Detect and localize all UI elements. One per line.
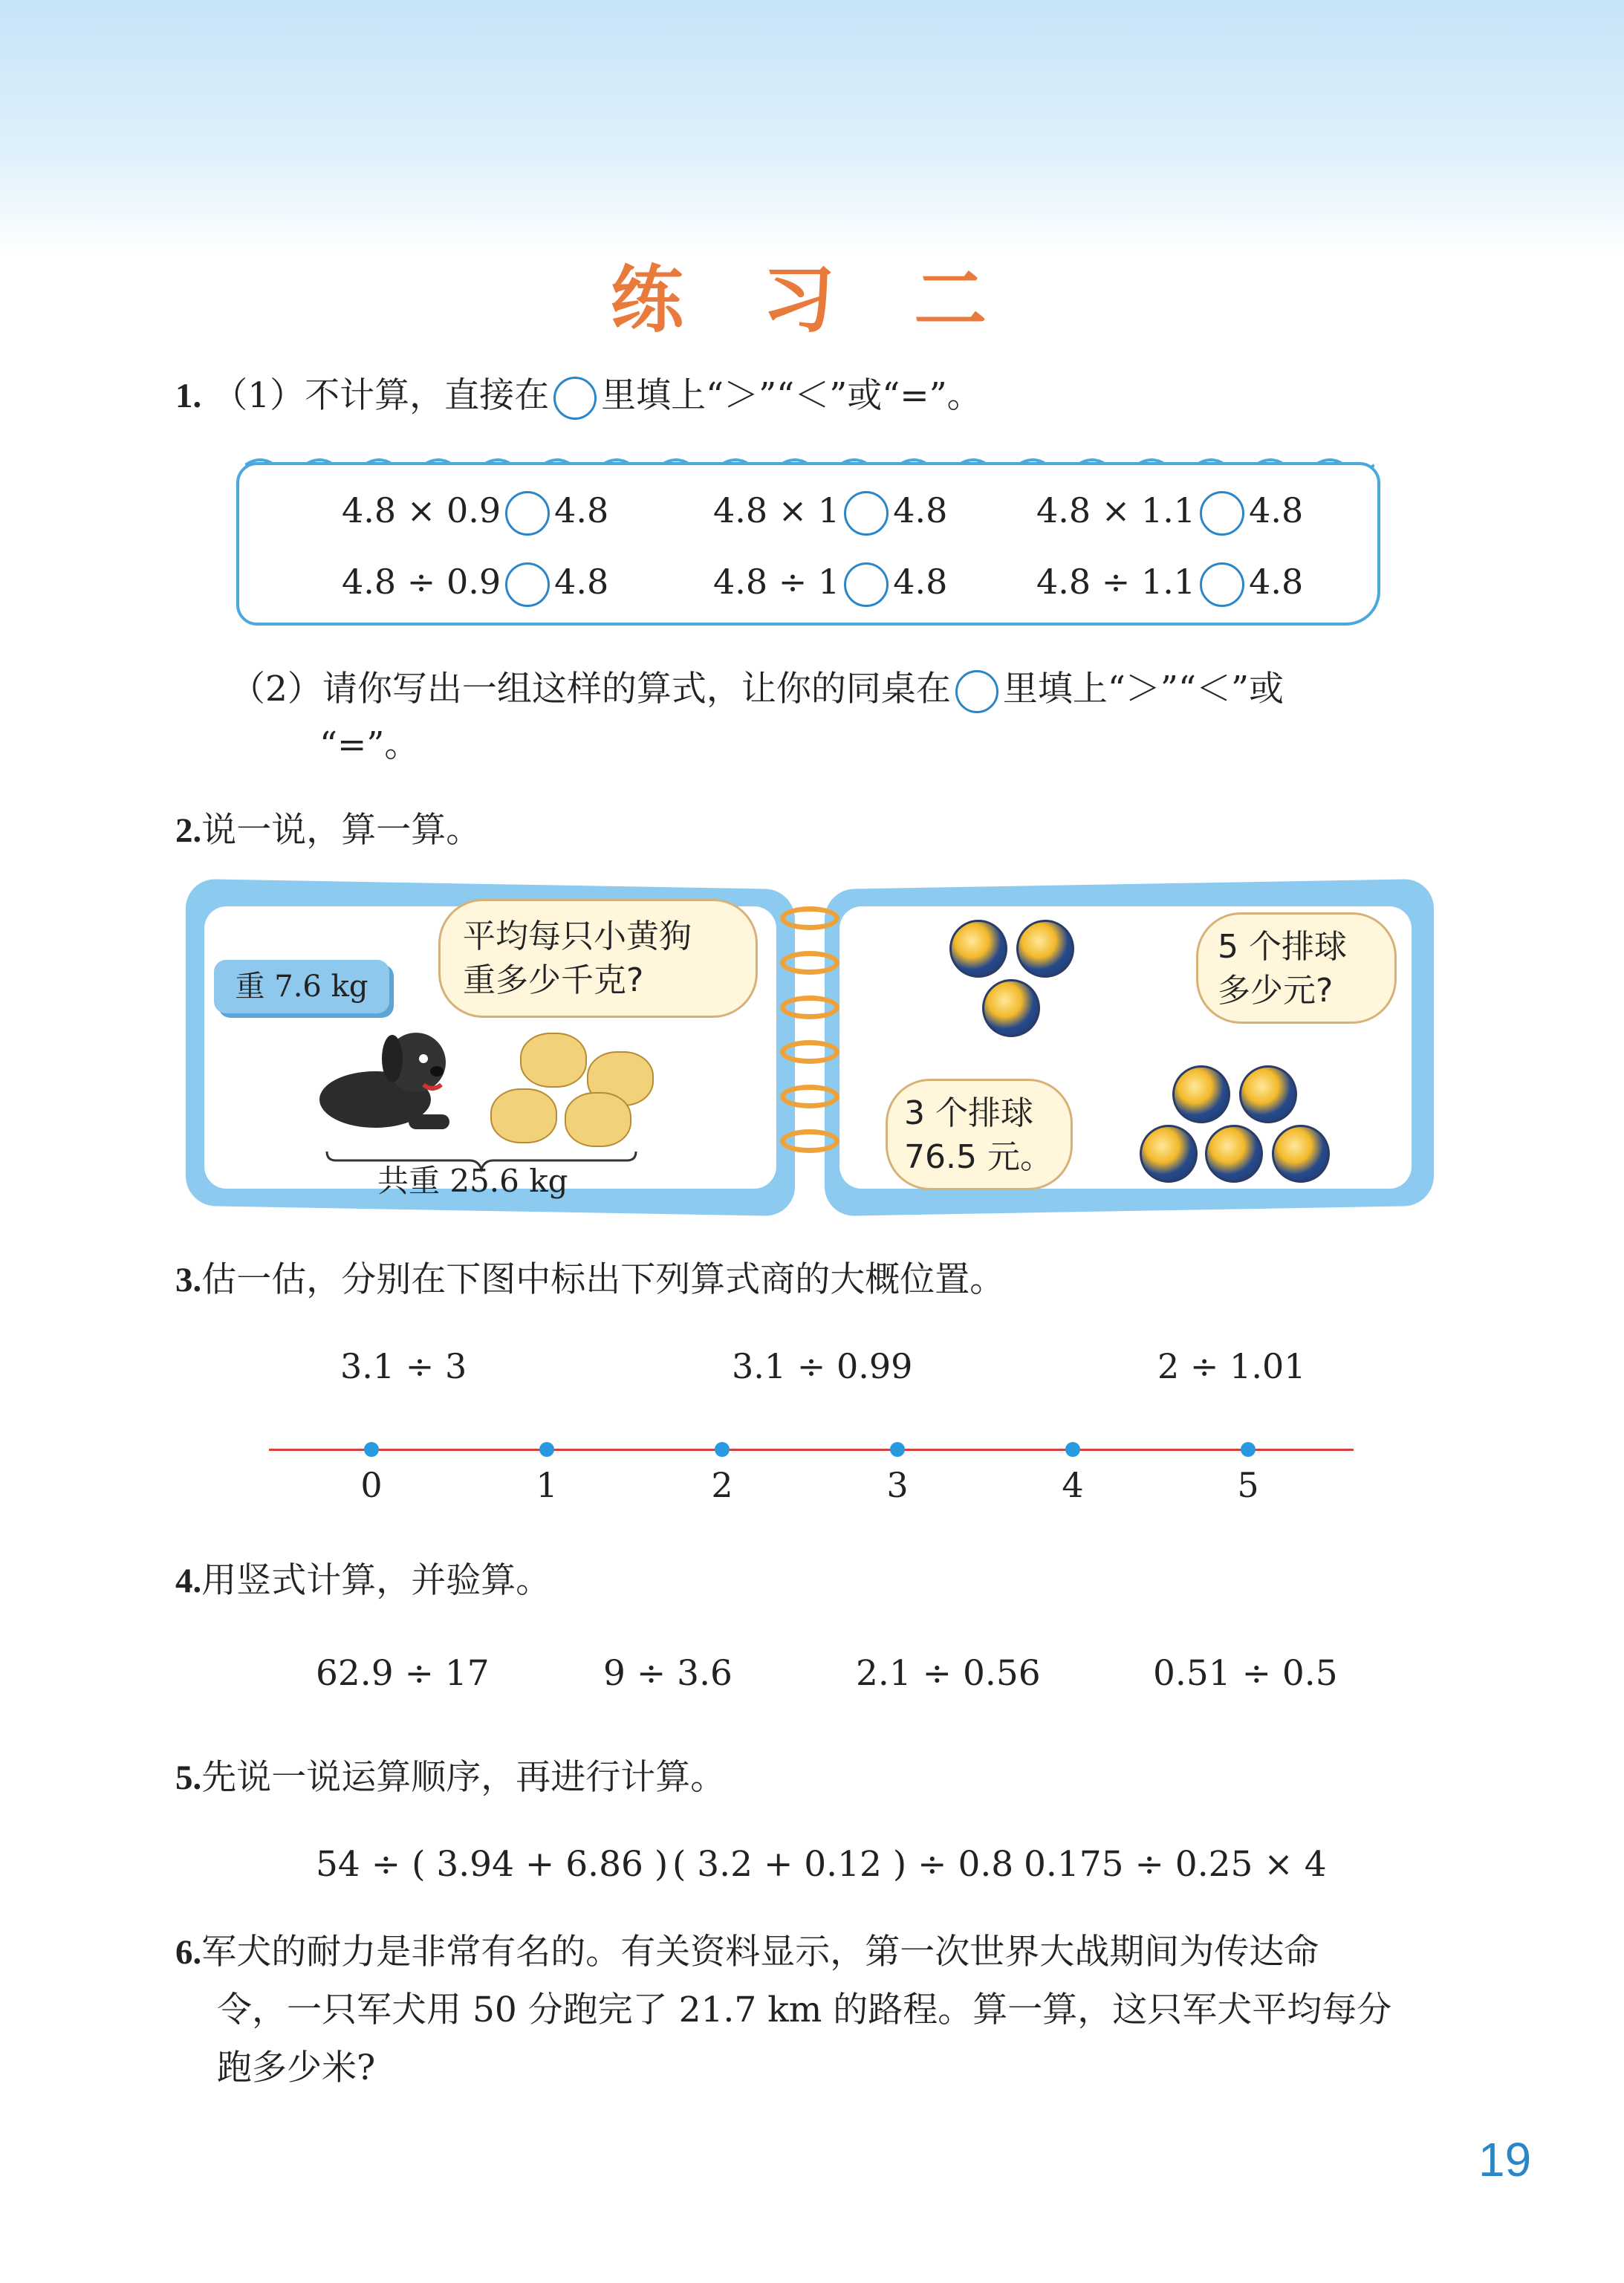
answer-circle[interactable] xyxy=(844,562,889,607)
black-dog-icon xyxy=(305,1025,453,1137)
volleyball-icon xyxy=(1272,1125,1330,1183)
yellow-puppy-icon xyxy=(490,1088,557,1143)
number-line-point xyxy=(1241,1442,1256,1457)
question-number: 4. xyxy=(175,1562,202,1600)
right-value: 4.8 xyxy=(893,490,948,530)
question-5 xyxy=(175,1757,725,1799)
comparison-item xyxy=(342,490,608,536)
thought-bubble-price: 3 个排球 76.5 元。 xyxy=(886,1079,1073,1190)
question-number: 3. xyxy=(175,1261,202,1299)
binder-ring-icon xyxy=(780,906,839,930)
blank-circle-icon xyxy=(955,670,998,713)
question-text: 先说一说运算顺序，再进行计算。 xyxy=(201,1757,726,1798)
left-expr: 4.8 ÷ 0.9 xyxy=(342,562,501,602)
header-band xyxy=(0,0,1624,256)
page-number: 19 xyxy=(1478,2133,1532,2186)
question-text: 说一说，算一算。 xyxy=(201,810,481,851)
question-number: 6. xyxy=(175,1933,202,1972)
division-expr: 0.51 ÷ 0.5 xyxy=(1153,1653,1338,1694)
number-line-tick-label: 5 xyxy=(1237,1465,1259,1505)
division-expr: 62.9 ÷ 17 xyxy=(316,1653,490,1694)
page-title: 练 习 二 xyxy=(610,258,1014,342)
q1-part2-line1 xyxy=(230,669,1284,713)
question-number: 1. xyxy=(175,377,202,415)
number-line-point xyxy=(715,1442,730,1457)
thought-bubble-dog: 平均每只小黄狗 重多少千克? xyxy=(438,899,758,1018)
question-text-line: 跑多少米? xyxy=(217,2047,376,2088)
binder-ring-icon xyxy=(780,951,839,975)
q1-part2-text: （2）请你写出一组这样的算式，让你的同桌在 xyxy=(230,669,951,709)
weight-tag: 重 7.6 kg xyxy=(214,960,389,1013)
comparison-item xyxy=(1036,562,1303,607)
yellow-puppy-icon xyxy=(565,1092,631,1147)
division-expr: 2.1 ÷ 0.56 xyxy=(856,1653,1041,1694)
yellow-puppy-icon xyxy=(520,1033,587,1088)
question-text: 用竖式计算，并验算。 xyxy=(201,1560,551,1601)
number-line-tick-label: 0 xyxy=(360,1465,383,1505)
question-2 xyxy=(175,810,481,851)
order-expr: ( 3.2 + 0.12 ) ÷ 0.8 xyxy=(672,1844,1014,1885)
left-expr: 4.8 ÷ 1 xyxy=(713,562,840,602)
answer-circle[interactable] xyxy=(505,491,550,536)
binder-ring-icon xyxy=(780,996,839,1019)
question-text: 军犬的耐力是非常有名的。有关资料显示，第一次世界大战期间为传达命 xyxy=(201,1932,1319,1972)
question-number: 2. xyxy=(175,811,202,850)
thought-bubble-question: 5 个排球 多少元? xyxy=(1196,912,1397,1024)
q1-part1-text: （1）不计算，直接在 xyxy=(212,375,550,416)
left-expr: 4.8 ÷ 1.1 xyxy=(1036,562,1196,602)
volleyball-icon xyxy=(1172,1065,1230,1123)
volleyball-icon xyxy=(1016,920,1074,978)
estimate-expr: 2 ÷ 1.01 xyxy=(1157,1346,1306,1386)
question-4 xyxy=(175,1560,550,1602)
question-6 xyxy=(175,1932,1319,1973)
answer-circle[interactable] xyxy=(1200,562,1244,607)
q1-part2-line2: “=”。 xyxy=(319,724,420,765)
answer-circle[interactable] xyxy=(1200,491,1244,536)
question-text-line: 令，一只军犬用 50 分跑完了 21.7 km 的路程。算一算，这只军犬平均每分 xyxy=(217,1990,1392,2030)
number-line-tick-label: 4 xyxy=(1062,1465,1084,1505)
number-line-tick-label: 1 xyxy=(536,1465,558,1505)
order-expr: 0.175 ÷ 0.25 × 4 xyxy=(1024,1844,1327,1885)
volleyball-icon xyxy=(1140,1125,1198,1183)
total-weight-label: 共重 25.6 kg xyxy=(377,1163,568,1199)
q1-part1-tail: 里填上“＞”“＜”或“=”。 xyxy=(601,375,982,416)
volleyball-icon xyxy=(949,920,1007,978)
number-line-tick-label: 3 xyxy=(886,1465,909,1505)
right-value: 4.8 xyxy=(554,562,609,602)
question-1 xyxy=(175,375,982,420)
answer-circle[interactable] xyxy=(505,562,550,607)
answer-circle[interactable] xyxy=(844,491,889,536)
right-value: 4.8 xyxy=(554,490,609,530)
question-number: 5. xyxy=(175,1758,202,1797)
right-value: 4.8 xyxy=(1249,490,1304,530)
blank-circle-icon xyxy=(553,377,597,420)
division-expr: 9 ÷ 3.6 xyxy=(603,1653,733,1694)
number-line-tick-label: 2 xyxy=(711,1465,733,1505)
q1-part2-tail: 里填上“＞”“＜”或 xyxy=(1002,669,1284,709)
binder-ring-icon xyxy=(780,1085,839,1108)
right-value: 4.8 xyxy=(893,562,948,602)
volleyball-icon xyxy=(1205,1125,1263,1183)
number-line-point xyxy=(1065,1442,1080,1457)
number-line[interactable] xyxy=(269,1449,1354,1451)
comparison-item xyxy=(342,562,608,607)
order-expr: 54 ÷ ( 3.94 + 6.86 ) xyxy=(316,1844,669,1885)
number-line-point xyxy=(539,1442,554,1457)
right-value: 4.8 xyxy=(1249,562,1304,602)
left-expr: 4.8 × 0.9 xyxy=(342,490,501,530)
comparison-item xyxy=(713,562,947,607)
volleyball-icon xyxy=(982,979,1040,1037)
binder-ring-icon xyxy=(780,1129,839,1153)
binder-ring-icon xyxy=(780,1040,839,1064)
question-text: 估一估，分别在下图中标出下列算式商的大概位置。 xyxy=(201,1259,1005,1300)
number-line-point xyxy=(890,1442,905,1457)
volleyball-icon xyxy=(1239,1065,1297,1123)
left-expr: 4.8 × 1 xyxy=(713,490,840,530)
left-expr: 4.8 × 1.1 xyxy=(1036,490,1196,530)
question-3 xyxy=(175,1259,1004,1301)
comparison-item xyxy=(1036,490,1303,536)
estimate-expr: 3.1 ÷ 0.99 xyxy=(732,1346,913,1386)
comparison-item xyxy=(713,490,947,536)
number-line-point xyxy=(364,1442,379,1457)
estimate-expr: 3.1 ÷ 3 xyxy=(340,1346,467,1386)
